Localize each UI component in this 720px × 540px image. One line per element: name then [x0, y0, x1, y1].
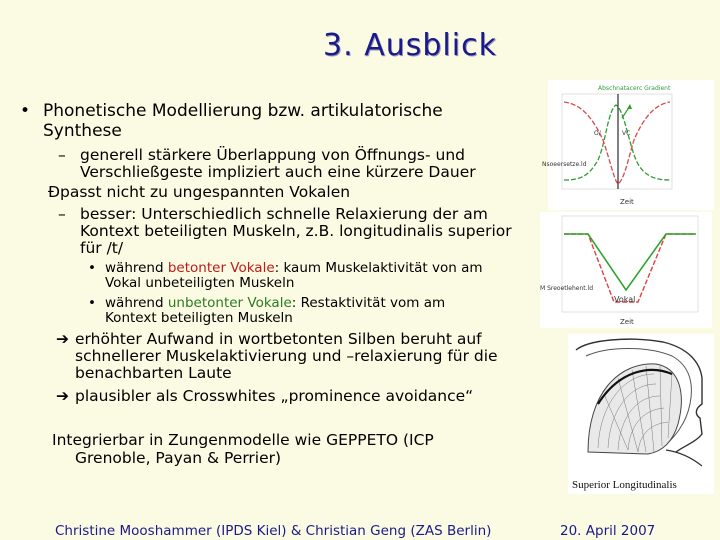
bullet-marker: •	[20, 101, 31, 121]
dash-marker: –	[58, 146, 66, 164]
figure-vowel-activation	[540, 212, 712, 328]
dash-marker: –	[58, 205, 66, 223]
figure-1-label-left: O/	[594, 130, 601, 137]
sub-bullet-2-line-2: Kontext beteiligten Muskeln, z.B. longitudinalis superior	[80, 222, 512, 240]
arrow-item-1-line-1: erhöhter Aufwand in wortbetonten Silben beruht auf	[75, 330, 482, 348]
implies-line: passt nicht zu ungespannten Vokalen	[60, 183, 351, 201]
betonter-vokale-highlight: betonter Vokale	[167, 260, 275, 276]
sub-bullet-2-line-3: für /t/	[80, 239, 124, 257]
sub-sub-bullet-b-post: : Restaktivität vom am	[291, 295, 446, 311]
sub-sub-bullet-a-post: : kaum Muskelaktivität von am	[274, 260, 483, 276]
figure-1-xlabel: Zeit	[620, 198, 634, 206]
figure-2-vowel-label: Vokal	[614, 295, 636, 304]
sub-sub-bullet-b-pre: während	[105, 295, 168, 311]
figure-1-ylabel: Nsoeersetze.ld	[542, 161, 587, 168]
sub-sub-bullet-b-line-2: Kontext beteiligten Muskeln	[105, 310, 293, 326]
sub-bullet-1-line-1: generell stärkere Überlappung von Öffnungs- und	[80, 146, 465, 164]
bullet-marker: •	[88, 295, 96, 311]
figure-tongue-model	[568, 334, 714, 494]
bullet-1-line-1: Phonetische Modellierung bzw. artikulatorische	[43, 101, 443, 121]
bullet-1-line-2: Synthese	[43, 121, 122, 141]
bullet-marker: •	[88, 260, 96, 276]
figure-activation-gradient	[542, 80, 714, 210]
figure-3-caption: Superior Longitudinalis	[572, 479, 677, 491]
sub-bullet-1-line-2: Verschließgeste impliziert auch eine kürzere Dauer	[80, 163, 476, 181]
arrow-icon: ➔	[56, 387, 69, 405]
sub-sub-bullet-a-line-1	[105, 261, 483, 276]
sub-sub-bullet-a-line-2: Vokal unbeteiligten Muskeln	[105, 275, 295, 291]
figure-1-title: Abschnatacerc Gradient	[598, 85, 671, 92]
integrierbar-line-2: Grenoble, Payan & Perrier)	[75, 449, 282, 467]
slide-title: 3. Ausblick	[323, 28, 497, 63]
arrow-icon: ➔	[56, 330, 69, 348]
arrow-item-1-line-3: benachbarten Laute	[75, 364, 232, 382]
integrierbar-line-1: Integrierbar in Zungenmodelle wie GEPPETO (ICP	[52, 431, 434, 449]
unbetonter-vokale-highlight: unbetonter Vokale	[167, 295, 292, 311]
arrow-item-2: plausibler als Crosswhites „prominence avoidance“	[75, 387, 474, 405]
arrow-item-1-line-2: schnellerer Muskelaktivierung und –relaxierung für die	[75, 347, 498, 365]
implies-icon: Ð	[48, 183, 61, 201]
figure-2-xlabel: Zeit	[620, 318, 634, 326]
footer-authors: Christine Mooshammer (IPDS Kiel) & Christian Geng (ZAS Berlin)	[55, 523, 492, 539]
sub-sub-bullet-a-pre: während	[105, 260, 168, 276]
sub-sub-bullet-b-line-1	[105, 296, 445, 311]
sub-bullet-2-line-1: besser: Unterschiedlich schnelle Relaxierung der am	[80, 205, 488, 223]
figure-2-ylabel: M Sreoetlehent.ld	[540, 285, 594, 292]
footer-date: 20. April 2007	[560, 523, 656, 539]
figure-1-label-right: VC	[622, 130, 631, 137]
